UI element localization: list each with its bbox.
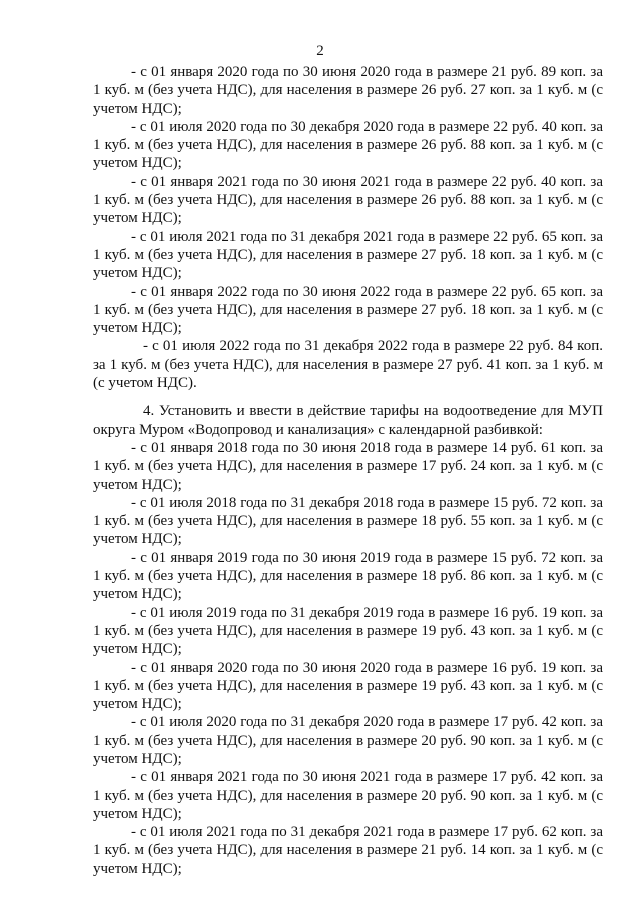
tariff-item-sewerage: - с 01 июля 2018 года по 31 декабря 2018 года в размере 15 руб. 72 коп. за 1 куб. м (без учета НДС), для населения в размере 18 руб. 55 коп. за 1 куб. м (с учетом НДС); [93,494,603,548]
page-number: 2 [316,43,324,59]
tariff-item-water: - с 01 января 2020 года по 30 июня 2020 года в размере 21 руб. 89 коп. за 1 куб. м (без учета НДС), для населения в размере 26 руб. 27 коп. за 1 куб. м (с учетом НДС); [93,64,603,117]
section-4-heading: 4. Установить и ввести в действие тарифы на водоотведение для МУП округа Муром «Водопровод и канализация» с календарной разбивкой: [93,403,603,438]
tariff-item-sewerage: - с 01 июля 2019 года по 31 декабря 2019 года в размере 16 руб. 19 коп. за 1 куб. м (без учета НДС), для населения в размере 19 руб. 43 коп. за 1 куб. м (с учетом НДС); [93,604,603,658]
tariff-item-water: - с 01 июля 2022 года по 31 декабря 2022 года в размере 22 руб. 84 коп. за 1 куб. м (без учета НДС), для населения в размере 27 руб. 41 коп. за 1 куб. м (с учетом НДС). [93,338,603,392]
tariff-item-sewerage: - с 01 июля 2020 года по 31 декабря 2020 года в размере 17 руб. 42 коп. за 1 куб. м (без учета НДС), для населения в размере 20 руб. 90 коп. за 1 куб. м (с учетом НДС); [93,714,603,767]
tariff-item-sewerage: - с 01 января 2018 года по 30 июня 2018 года в размере 14 руб. 61 коп. за 1 куб. м (без учета НДС), для населения в размере 17 руб. 24 коп. за 1 куб. м (с учетом НДС); [93,439,603,493]
tariff-item-water: - с 01 января 2022 года по 30 июня 2022 года в размере 22 руб. 65 коп. за 1 куб. м (без учета НДС), для населения в размере 27 руб. 18 коп. за 1 куб. м (с учетом НДС); [93,283,603,337]
tariff-item-sewerage: - с 01 января 2020 года по 30 июня 2020 года в размере 16 руб. 19 коп. за 1 куб. м (без учета НДС), для населения в размере 19 руб. 43 коп. за 1 куб. м (с учетом НДС); [93,659,603,713]
document-body [93,63,603,878]
tariff-item-water: - с 01 января 2021 года по 30 июня 2021 года в размере 22 руб. 40 коп. за 1 куб. м (без учета НДС), для населения в размере 26 руб. 88 коп. за 1 куб. м (с учетом НДС); [93,173,603,227]
tariff-item-sewerage: - с 01 января 2019 года по 30 июня 2019 года в размере 15 руб. 72 коп. за 1 куб. м (без учета НДС), для населения в размере 18 руб. 86 коп. за 1 куб. м (с учетом НДС); [93,549,603,603]
tariff-item-water: - с 01 июля 2021 года по 31 декабря 2021 года в размере 22 руб. 65 коп. за 1 куб. м (без учета НДС), для населения в размере 27 руб. 18 коп. за 1 куб. м (с учетом НДС); [93,228,603,282]
tariff-item-sewerage: - с 01 июля 2021 года по 31 декабря 2021 года в размере 17 руб. 62 коп. за 1 куб. м (без учета НДС), для населения в размере 21 руб. 14 коп. за 1 куб. м (с учетом НДС); [93,824,603,877]
tariff-item-sewerage: - с 01 января 2021 года по 30 июня 2021 года в размере 17 руб. 42 коп. за 1 куб. м (без учета НДС), для населения в размере 20 руб. 90 коп. за 1 куб. м (с учетом НДС); [93,769,603,822]
tariff-item-water: - с 01 июля 2020 года по 30 декабря 2020 года в размере 22 руб. 40 коп. за 1 куб. м (без учета НДС), для населения в размере 26 руб. 88 коп. за 1 куб. м (с учетом НДС); [93,118,603,172]
